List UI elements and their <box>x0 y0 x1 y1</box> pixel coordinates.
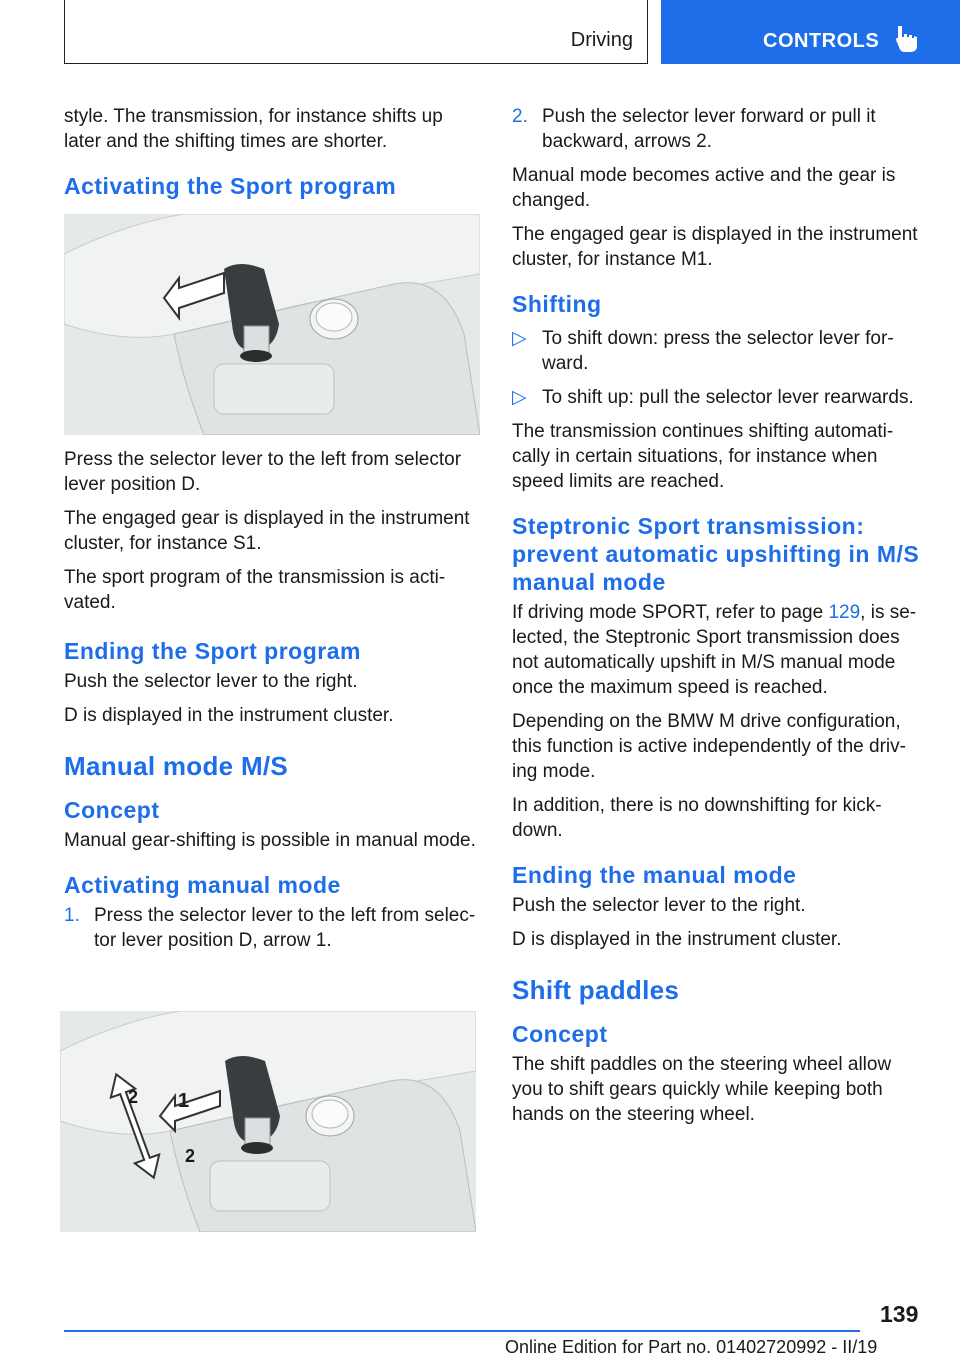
paddles-concept-heading: Concept <box>512 1021 608 1047</box>
steptronic-text-before: If driving mode SPORT, refer to page <box>512 602 829 623</box>
manual-concept-heading: Concept <box>64 797 160 823</box>
steptronic-paragraph-1 <box>512 600 924 700</box>
shifting-heading: Shifting <box>512 291 602 317</box>
manual-mode-heading: Manual mode M/S <box>64 751 289 781</box>
header-chapter-box <box>661 0 960 64</box>
left-column <box>64 104 479 962</box>
steptronic-paragraph-2: Depending on the BMW M drive configuration, this function is active independently of the driv‐ing mode. <box>512 711 906 782</box>
arrow-2-bottom-label: 2 <box>185 1146 196 1166</box>
triangle-bullet-icon: ▷ <box>512 328 527 349</box>
ending-manual-paragraph-1: Push the selector lever to the right. <box>512 895 806 916</box>
header-section-title: Driving <box>570 29 633 51</box>
ending-manual-paragraph-2: D is displayed in the instrument cluster. <box>512 929 842 950</box>
manual-concept-text: Manual gear-shifting is possible in manual mode. <box>64 830 476 851</box>
intro-paragraph: style. The transmission, for instance shifts up later and the shifting times are shorter. <box>64 106 443 152</box>
arrow-2-top-label: 2 <box>128 1087 139 1107</box>
bullet-text: To shift up: pull the selector lever rearwards. <box>542 387 914 408</box>
header-chapter-title: CONTROLS <box>763 30 880 52</box>
activating-manual-heading: Activating manual mode <box>64 872 341 898</box>
shifting-bullet-1 <box>512 326 924 376</box>
edition-note: Online Edition for Part no. 01402720992 - II/19 <box>505 1337 878 1357</box>
steptronic-text-after: , is se‐lected, the Steptronic Sport transmission does not automatically upshift in M/S manual mode once the maximum speed is reached. <box>512 602 917 698</box>
arrow-1-label: 1 <box>178 1090 190 1112</box>
manual-paragraph-1: Manual mode becomes active and the gear is changed. <box>512 165 896 211</box>
sport-paragraph-1: Press the selector lever to the left from selector lever position D. <box>64 449 462 495</box>
step-text: Press the selector lever to the left from selec‐tor lever position D, arrow 1. <box>94 905 476 951</box>
triangle-bullet-icon: ▷ <box>512 387 527 408</box>
pointing-hand-icon <box>894 24 920 54</box>
manual-step-1 <box>64 903 479 953</box>
steptronic-heading: Steptronic Sport transmission: prevent automatic upshifting in M/S manual mode <box>512 513 920 595</box>
shift-paddles-heading: Shift paddles <box>512 975 680 1005</box>
step-number: 2. <box>512 106 528 127</box>
ending-sport-paragraph-1: Push the selector lever to the right. <box>64 671 358 692</box>
page-link[interactable]: 129 <box>828 602 861 623</box>
step-number: 1. <box>64 905 80 926</box>
ending-manual-heading: Ending the manual mode <box>512 862 797 888</box>
ending-sport-heading: Ending the Sport program <box>64 638 361 664</box>
sport-paragraph-2: The engaged gear is displayed in the instrument cluster, for instance S1. <box>64 508 470 554</box>
sport-paragraph-3: The sport program of the transmission is acti‐vated. <box>64 567 446 613</box>
manual-paragraph-2: The engaged gear is displayed in the instrument cluster, for instance M1. <box>512 224 918 270</box>
right-column <box>512 104 924 1136</box>
selector-lever-illustration <box>64 214 480 435</box>
shifting-text: The transmission continues shifting automati‐cally in certain situations, for instance when speed limits are reached. <box>512 421 894 492</box>
page-number: 139 <box>880 1301 919 1327</box>
paddles-concept-text: The shift paddles on the steering wheel allow you to shift gears quickly while keeping both hands on the steering wheel. <box>512 1054 892 1125</box>
ending-sport-paragraph-2: D is displayed in the instrument cluster. <box>64 705 394 726</box>
shifting-bullet-2 <box>512 385 924 410</box>
bullet-text: To shift down: press the selector lever for‐ward. <box>542 328 894 374</box>
footer-divider <box>64 1330 860 1332</box>
manual-step-2 <box>512 104 924 154</box>
header-section-box <box>64 0 648 64</box>
activating-sport-heading: Activating the Sport program <box>64 173 397 199</box>
step-text: Push the selector lever forward or pull it backward, arrows 2. <box>542 106 876 152</box>
steptronic-paragraph-3: In addition, there is no downshifting for kick‐down. <box>512 795 882 841</box>
manual-mode-lever-illustration <box>60 1011 476 1232</box>
